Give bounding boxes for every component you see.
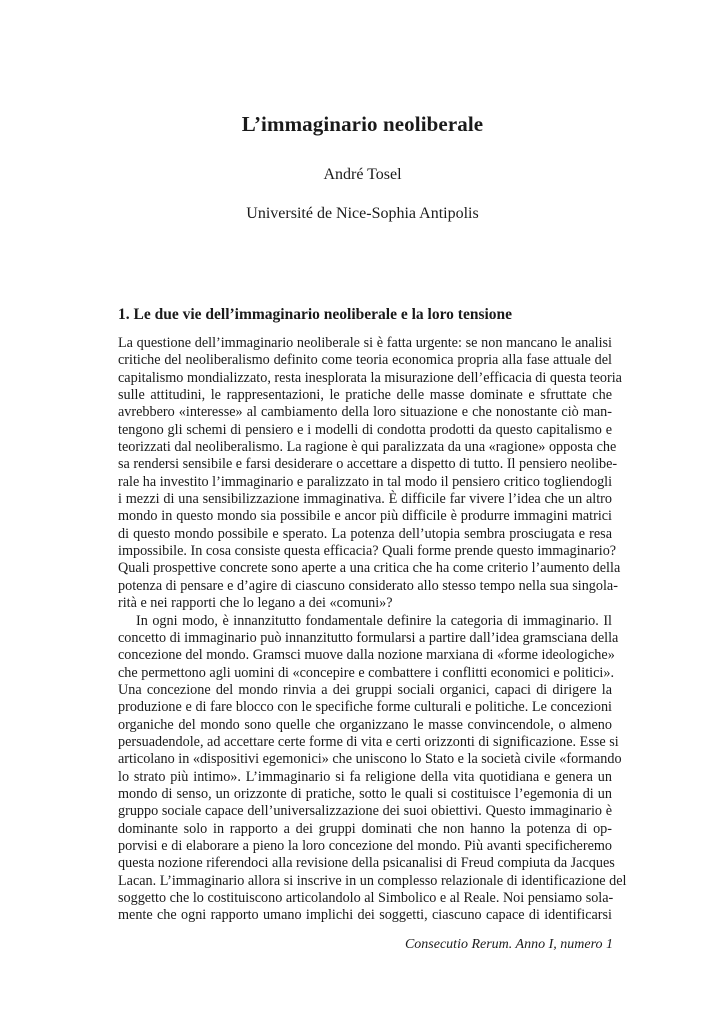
text-line: produzione e di fare blocco con le specifiche forme culturali e politiche. Le concezioni: [118, 699, 612, 716]
text-line: i mezzi di una sensibilizzazione immaginativa. È difficile far vivere l’idea che un altro: [118, 491, 612, 508]
text-line: mondo in questo mondo sia possibile e ancor più difficile è produrre immagini matrici: [118, 508, 612, 525]
author-affiliation: Université de Nice-Sophia Antipolis: [246, 205, 479, 222]
text-line: di questo mondo possibile e sperato. La potenza dell’utopia sembra prosciugata e resa: [118, 525, 612, 542]
text-line: rità e nei rapporti che lo legano a dei «comuni»?: [118, 595, 393, 612]
text-line: dominante solo in rapporto a dei gruppi dominati che non hanno la potenza di op-: [118, 820, 612, 837]
text-line: gruppo sociale capace dell’universalizzazione dei suoi obiettivi. Questo immaginario è: [118, 803, 612, 820]
text-line: avrebbero «interesse» al cambiamento della loro situazione e che nonostante ciò man-: [118, 404, 612, 421]
text-line: Una concezione del mondo rinvia a dei gruppi sociali organici, capaci di dirigere la: [118, 681, 612, 698]
text-line: rale ha investito l’immaginario e paralizzato in tal modo il pensiero critico togliendogli: [118, 473, 613, 490]
article-author: André Tosel: [323, 166, 402, 183]
text-line: critiche del neoliberalismo definito come teoria economica propria alla fase attuale del: [118, 352, 612, 369]
article-title: L’immaginario neoliberale: [241, 112, 484, 136]
text-line: che permettono agli uomini di «concepire e combattere i conflitti economici e politici».: [118, 664, 615, 681]
text-line: concezione del mondo. Gramsci muove dalla nozione marxiana di «forme ideologiche»: [118, 647, 615, 664]
text-line: articolano in «dispositivi egemonici» che uniscono lo Stato e la società civile «formando: [118, 751, 622, 768]
text-line: In ogni modo, è innanzitutto fondamentale definire la categoria di immaginario. Il: [136, 612, 612, 629]
text-line: mondo di senso, un orizzonte di pratiche, sotto le quali si costituisce l’egemonia di un: [118, 785, 612, 802]
journal-footer: Consecutio Rerum. Anno I, numero 1: [404, 937, 613, 952]
text-line: Lacan. L’immaginario allora si inscrive in un complesso relazionale di identificazione del: [118, 872, 627, 889]
text-line: Quali prospettive concrete sono aperte a una critica che ha come criterio l’aumento della: [118, 560, 621, 577]
text-line: tengono gli schemi di pensiero e i modelli di condotta prodotti da questo capitalismo e: [118, 421, 612, 438]
body-text: [118, 335, 627, 925]
text-line: questa nozione riferendoci alla revisione della psicanalisi di Freud compiuta da Jacques: [118, 855, 615, 872]
text-line: persuadendole, ad accettare certe forme di vita e certi orizzonti di significazione. Esse si: [118, 733, 619, 750]
text-line: concetto di immaginario può innanzitutto formularsi a partire dall’idea gramsciana della: [118, 629, 619, 646]
text-line: La questione dell’immaginario neoliberale si è fatta urgente: se non mancano le analisi: [118, 335, 612, 351]
text-line: sa rendersi sensibile e farsi desiderare o accettare a dispetto di tutto. Il pensiero neolibe-: [118, 456, 618, 473]
paragraph: [118, 612, 627, 925]
text-line: sulle attitudini, le rappresentazioni, le pratiche delle masse dominate e sfruttate che: [118, 387, 612, 404]
text-line: mente che ogni rapporto umano implichi dei soggetti, ciascuno capace di identificarsi: [118, 907, 612, 924]
text-line: teorizzati dal neoliberalismo. La ragione è qui paralizzata da una «ragione» opposta che: [118, 439, 617, 456]
text-line: potenza di pensare e d’agire di ciascuno considerato allo stesso tempo nella sua singola-: [118, 577, 618, 594]
section-heading: 1. Le due vie dell’immaginario neoliberale e la loro tensione: [118, 306, 513, 323]
text-line: organiche del mondo sono quelle che organizzano le masse convincendole, o almeno: [118, 716, 612, 733]
text-line: lo strato più intimo». L’immaginario si fa religione della vita quotidiana e genera un: [118, 768, 612, 785]
text-line: porvisi e di elaborare a pieno la loro concezione del mondo. Più avanti specificheremo: [118, 837, 612, 854]
paragraph: [118, 335, 622, 613]
text-line: soggetto che lo costituiscono articolandolo al Simbolico e al Reale. Noi pensiamo sola-: [118, 890, 614, 906]
text-line: capitalismo mondializzato, resta inesplorata la misurazione dell’efficacia di questa teoria: [118, 369, 622, 386]
text-line: impossibile. In cosa consiste questa efficacia? Quali forme prende questo immaginario?: [118, 543, 617, 560]
